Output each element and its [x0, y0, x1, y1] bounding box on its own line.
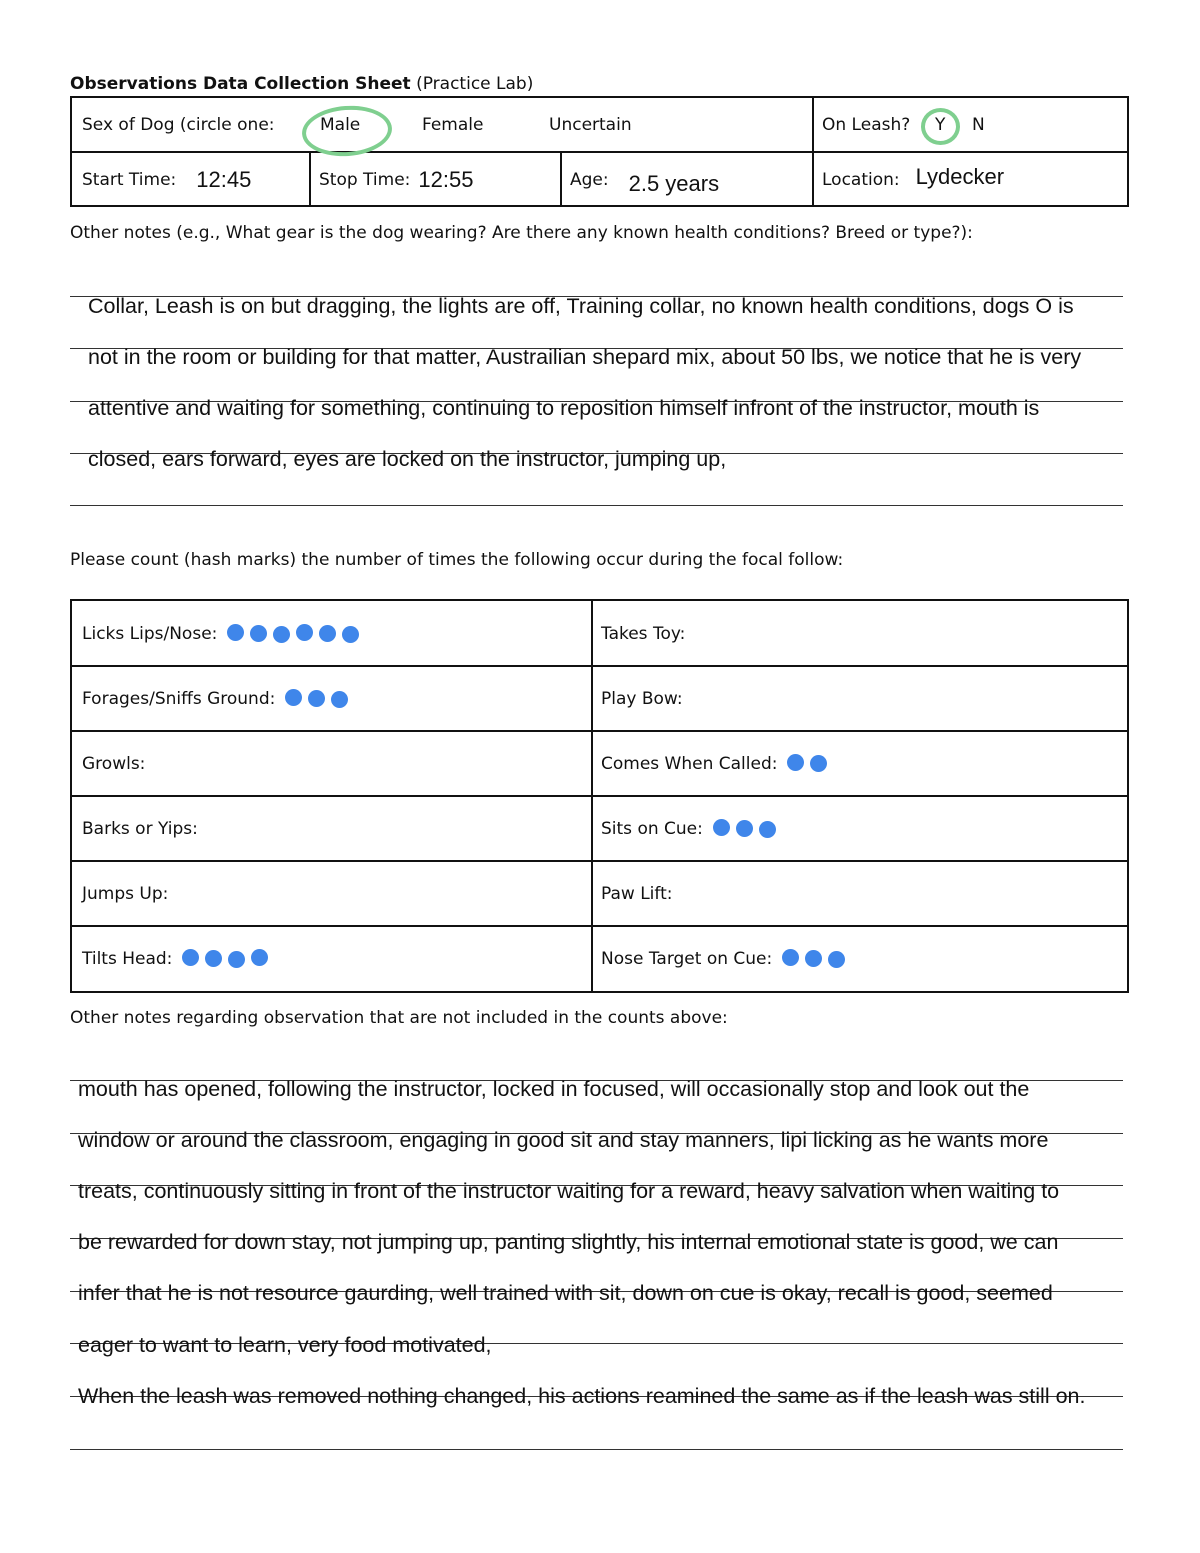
- tally-dot: [319, 625, 336, 642]
- behavior-label: Growls:: [82, 753, 146, 774]
- counts-prompt: Please count (hash marks) the number of times the following occur during the focal follow:: [70, 550, 844, 570]
- notes-line: attentive and waiting for something, continuing to reposition himself infront of the instructor, mouth is: [88, 395, 1040, 420]
- tally-dot: [713, 819, 730, 836]
- behavior-label: Nose Target on Cue:: [601, 948, 773, 969]
- stop-time-value[interactable]: 12:55: [418, 167, 474, 192]
- tally-dot: [805, 950, 822, 967]
- behavior-label: Forages/Sniffs Ground:: [82, 688, 276, 709]
- tally-dot: [182, 949, 199, 966]
- tally-dot: [331, 691, 348, 708]
- notes-line: infer that he is not resource gaurding, well trained with sit, down on cue is okay, recall is good, seemed: [78, 1281, 1053, 1306]
- tally-dot: [227, 624, 244, 641]
- tally-dot: [250, 625, 267, 642]
- tally-dot: [273, 626, 290, 643]
- location-value[interactable]: Lydecker: [915, 164, 1005, 189]
- tally-dot: [736, 820, 753, 837]
- tally-dots: [285, 689, 348, 708]
- tally-dot: [787, 754, 804, 771]
- notes-line: treats, continuously sitting in front of the instructor waiting for a reward, heavy salvation when waiting to: [78, 1178, 1060, 1203]
- tally-dot: [782, 949, 799, 966]
- notes-prompt: Other notes (e.g., What gear is the dog wearing? Are there any known health conditions? Breed or type?):: [70, 223, 973, 243]
- count-cell[interactable]: [82, 731, 145, 796]
- tally-dot: [810, 755, 827, 772]
- age-label: Age:: [570, 170, 609, 190]
- tally-dots: [782, 949, 845, 968]
- leash-label: On Leash?: [822, 114, 911, 135]
- behavior-label: Licks Lips/Nose:: [82, 623, 218, 644]
- behavior-label: Play Bow:: [601, 688, 683, 709]
- leash-yes-selection-circle: [921, 108, 960, 145]
- observation-notes-text[interactable]: [78, 1051, 1085, 1435]
- page-title-bold: Observations Data Collection Sheet: [70, 74, 411, 94]
- behavior-label: Sits on Cue:: [601, 818, 703, 839]
- notes-line: closed, ears forward, eyes are locked on the instructor, jumping up,: [88, 447, 727, 472]
- count-row: [72, 926, 1127, 991]
- tally-dot: [228, 951, 245, 968]
- count-row: [72, 666, 1127, 731]
- tally-dots: [787, 755, 827, 772]
- count-cell[interactable]: [82, 926, 268, 991]
- behavior-label: Tilts Head:: [82, 948, 173, 969]
- leash-option-no[interactable]: N: [972, 114, 985, 135]
- tally-dots: [182, 949, 268, 968]
- behavior-label: Jumps Up:: [82, 883, 169, 904]
- dog-info-table: [70, 96, 1129, 207]
- count-cell[interactable]: [601, 861, 673, 926]
- count-cell[interactable]: [82, 796, 198, 861]
- notes-text[interactable]: [88, 268, 1081, 498]
- notes-line: When the leash was removed nothing changed, his actions reamined the same as if the leash was still on.: [78, 1383, 1086, 1408]
- count-cell[interactable]: [601, 601, 685, 666]
- tally-dot: [342, 626, 359, 643]
- behavior-counts-table: [70, 599, 1129, 993]
- behavior-label: Comes When Called:: [601, 753, 778, 774]
- start-time-value[interactable]: 12:45: [196, 167, 252, 192]
- tally-dot: [759, 821, 776, 838]
- tally-dot: [285, 689, 302, 706]
- sex-option-uncertain[interactable]: Uncertain: [549, 114, 632, 135]
- page-title-subtitle: (Practice Lab): [410, 74, 534, 94]
- tally-dot: [205, 950, 222, 967]
- notes-line: not in the room or building for that matter, Austrailian shepard mix, about 50 lbs, we notice that he is very: [88, 344, 1082, 369]
- sex-option-female[interactable]: Female: [422, 114, 484, 135]
- observation-notes-prompt: Other notes regarding observation that are not included in the counts above:: [70, 1008, 728, 1028]
- count-cell[interactable]: [601, 926, 845, 991]
- leash-option-yes[interactable]: Y: [935, 114, 946, 135]
- notes-line: eager to want to learn, very food motivated,: [78, 1332, 492, 1357]
- count-cell[interactable]: [82, 601, 359, 666]
- count-row: [72, 731, 1127, 796]
- count-cell[interactable]: [601, 731, 827, 796]
- count-cell[interactable]: [82, 666, 348, 731]
- tally-dots: [227, 624, 359, 643]
- notes-line: window or around the classroom, engaging in good sit and stay manners, lipi licking as he wants more: [78, 1127, 1049, 1152]
- count-cell[interactable]: [82, 861, 168, 926]
- tally-dot: [296, 624, 313, 641]
- tally-dot: [251, 949, 268, 966]
- count-row: [72, 796, 1127, 861]
- count-row: [72, 861, 1127, 926]
- notes-line: mouth has opened, following the instructor, locked in focused, will occasionally stop and look out the: [78, 1076, 1030, 1101]
- sex-label: Sex of Dog (circle one:: [82, 114, 275, 135]
- location-label: Location:: [822, 170, 900, 190]
- tally-dot: [308, 690, 325, 707]
- count-row: [72, 601, 1127, 666]
- tally-dots: [713, 819, 776, 838]
- behavior-label: Takes Toy:: [601, 623, 686, 644]
- behavior-label: Paw Lift:: [601, 883, 673, 904]
- count-cell[interactable]: [601, 666, 683, 731]
- sex-option-male[interactable]: Male: [320, 114, 361, 135]
- count-cell[interactable]: [601, 796, 776, 861]
- stop-time-label: Stop Time:: [319, 170, 411, 190]
- behavior-label: Barks or Yips:: [82, 818, 198, 839]
- page-title: [70, 74, 533, 94]
- age-value[interactable]: 2.5 years: [628, 171, 720, 196]
- notes-line: Collar, Leash is on but dragging, the lights are off, Training collar, no known health conditions, dogs O is: [88, 293, 1074, 318]
- tally-dot: [828, 951, 845, 968]
- start-time-label: Start Time:: [82, 170, 177, 190]
- notes-line: be rewarded for down stay, not jumping up, panting slightly, his internal emotional state is good, we can: [78, 1230, 1059, 1255]
